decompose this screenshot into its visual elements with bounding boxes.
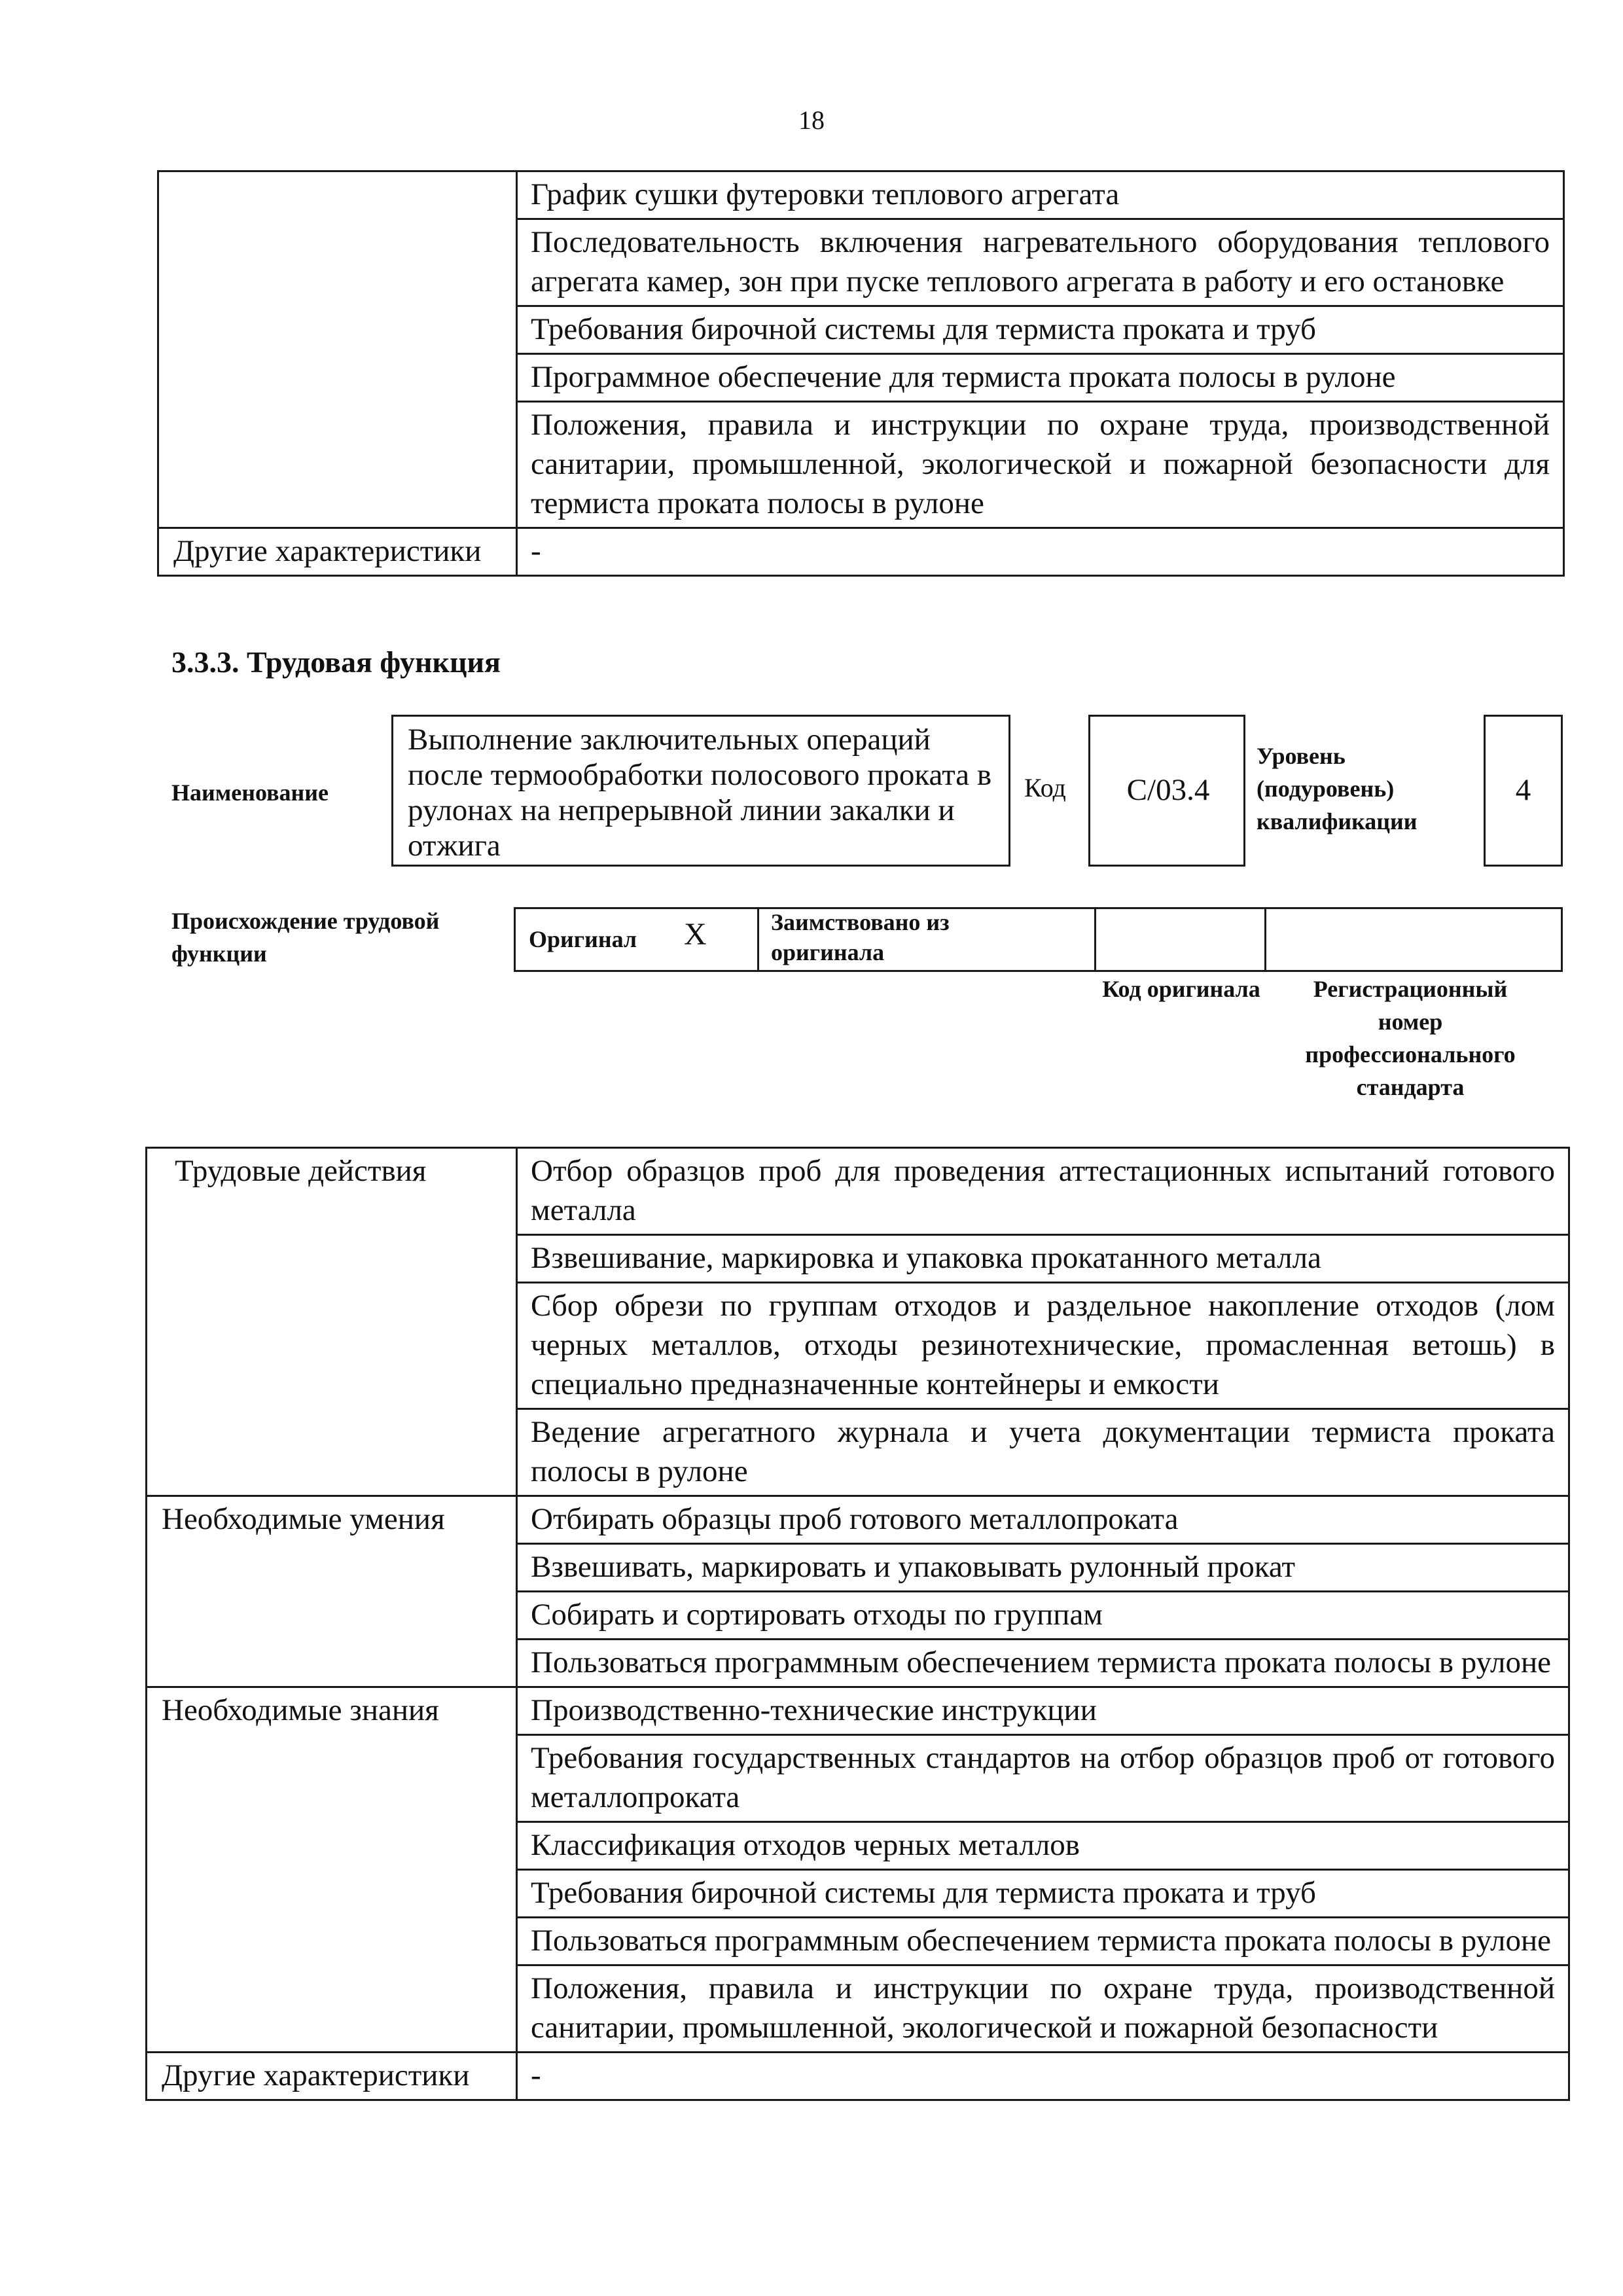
reg-number-caption: Регистрационный номер профессионального стандарта [1305, 976, 1516, 1100]
origin-label: Происхождение трудовой функции [171, 908, 440, 967]
page-number: 18 [798, 105, 825, 135]
table-cell: Положения, правила и инструкции по охране труда, производственной санитарии, промышленной, экологической и пожарной безопасности для термиста проката полосы в рулоне [517, 402, 1564, 528]
main-table [145, 1147, 1570, 2101]
table-cell: Взвешивать, маркировать и упаковывать рулонный прокат [517, 1544, 1569, 1592]
row-label: Трудовые действия [147, 1148, 517, 1496]
table-cell: Производственно-технические инструкции [517, 1687, 1569, 1735]
code-original-caption: Код оригинала [1102, 976, 1260, 1002]
table-row [147, 2053, 1569, 2100]
row-label [158, 171, 517, 528]
table-cell: Программное обеспечение для термиста проката полосы в рулоне [517, 354, 1564, 402]
table-row [147, 1496, 1569, 1544]
table-cell: Требования бирочной системы для термиста проката и труб [517, 1870, 1569, 1918]
function-name-box: Выполнение заключительных операций после термообработки полосового проката в рулонах на непрерывной линии закалки и отжига [391, 715, 1010, 867]
table-cell: Классификация отходов черных металлов [517, 1822, 1569, 1870]
table-cell: График сушки футеровки теплового агрегата [517, 171, 1564, 219]
row-label: Необходимые знания [147, 1687, 517, 2053]
code-label: Код [1024, 773, 1066, 802]
table-row [158, 171, 1564, 219]
row-label: Другие характеристики [147, 2053, 517, 2100]
borrowed-label: Заимствовано из оригинала [771, 909, 950, 965]
top-table [157, 170, 1565, 577]
table-cell: - [517, 528, 1564, 576]
table-cell: Ведение агрегатного журнала и учета документации термиста проката полосы в рулоне [517, 1409, 1569, 1496]
table-cell: Отбор образцов проб для проведения аттестационных испытаний готового металла [517, 1148, 1569, 1235]
table-row [147, 1687, 1569, 1735]
code-value: C/03.4 [1126, 773, 1210, 807]
origin-row [514, 907, 1563, 972]
row-label: Другие характеристики [158, 528, 517, 576]
section-heading: 3.3.3. Трудовая функция [171, 645, 501, 679]
original-label: Оригинал [529, 926, 637, 952]
table-cell: Положения, правила и инструкции по охране труда, производственной санитарии, промышленной, экологической и пожарной безопасности [517, 1965, 1569, 2053]
table-cell: Отбирать образцы проб готового металлопроката [517, 1496, 1569, 1544]
table-cell: Последовательность включения нагревательного оборудования теплового агрегата камер, зон при пуске теплового агрегата в работу и его остановке [517, 219, 1564, 306]
table-cell: Сбор обрези по группам отходов и раздельное накопление отходов (лом черных металлов, отходы резинотехнические, промасленная ветошь) в специально предназначенные контейнеры и емкости [517, 1283, 1569, 1409]
table-cell: Требования бирочной системы для термиста проката и труб [517, 306, 1564, 354]
table-cell: Взвешивание, маркировка и упаковка прокатанного металла [517, 1235, 1569, 1283]
original-mark: X [684, 917, 707, 952]
table-row [147, 1148, 1569, 1235]
level-value: 4 [1515, 773, 1531, 807]
table-cell: Собирать и сортировать отходы по группам [517, 1592, 1569, 1640]
table-cell: Требования государственных стандартов на отбор образцов проб от готового металлопроката [517, 1735, 1569, 1822]
table-row [158, 528, 1564, 576]
name-label: Наименование [171, 780, 329, 806]
table-cell: - [517, 2053, 1569, 2100]
table-cell: Пользоваться программным обеспечением термиста проката полосы в рулоне [517, 1640, 1569, 1687]
row-label: Необходимые умения [147, 1496, 517, 1687]
table-cell: Пользоваться программным обеспечением термиста проката полосы в рулоне [517, 1918, 1569, 1965]
level-label: Уровень (подуровень) квалификации [1257, 743, 1418, 834]
